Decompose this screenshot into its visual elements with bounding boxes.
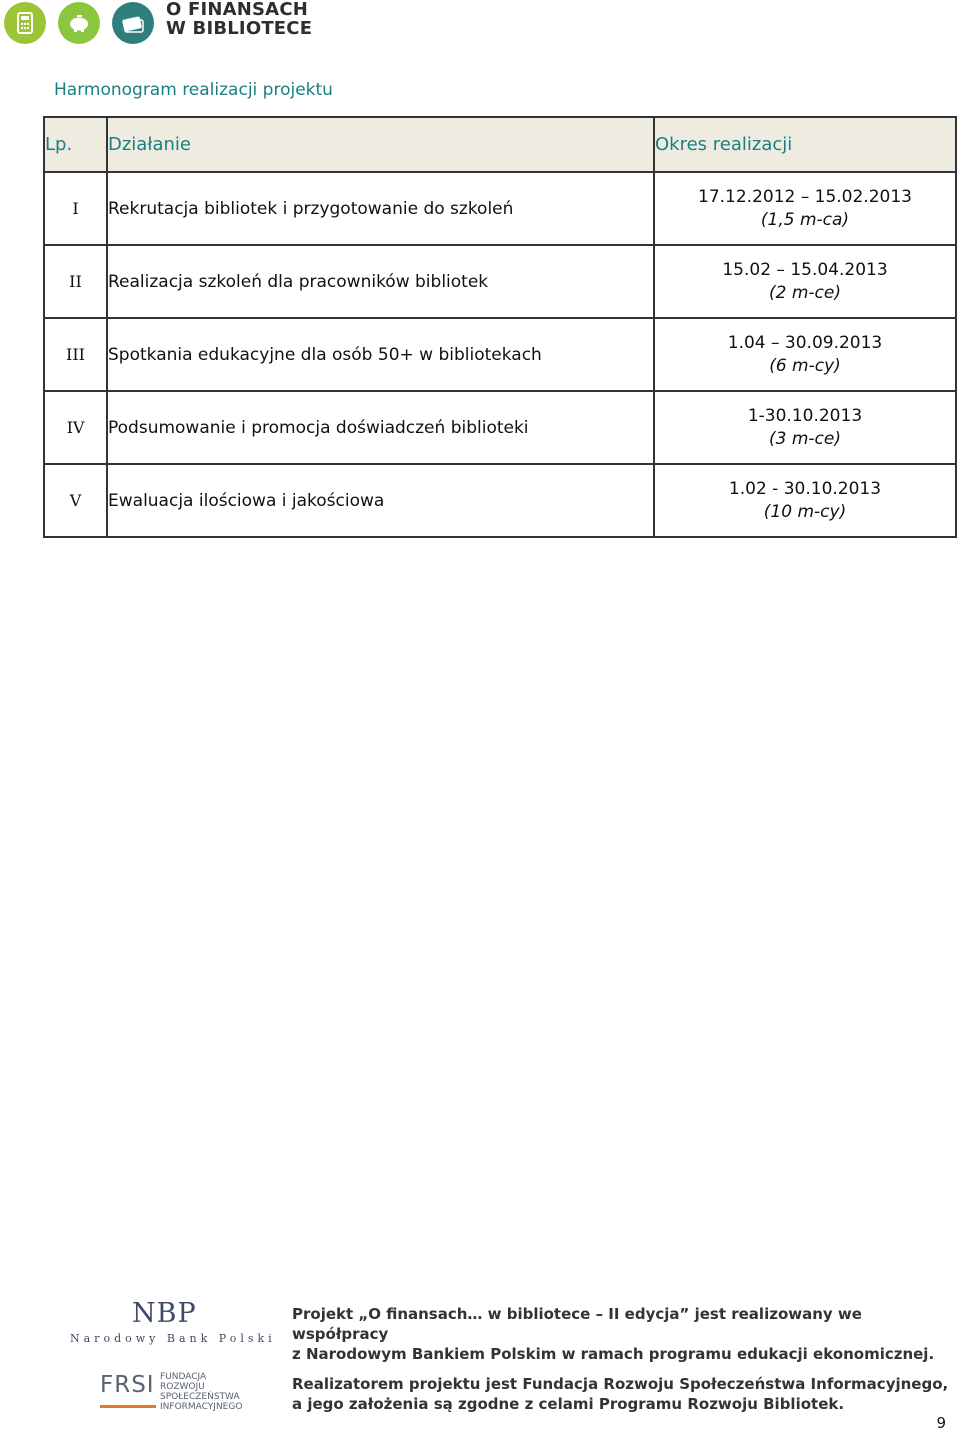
table-row xyxy=(44,391,956,464)
row-duration: (3 m-ce) xyxy=(769,428,841,449)
row-period: 1.04 – 30.09.2013 xyxy=(727,332,883,353)
row-period-cell xyxy=(654,318,956,391)
row-action: Realizacja szkoleń dla pracowników bibliotek xyxy=(107,245,654,318)
row-duration: (2 m-ce) xyxy=(769,282,841,303)
header-period: Okres realizacji xyxy=(654,117,956,172)
schedule-table xyxy=(43,116,957,538)
frsi-accent-bar xyxy=(100,1405,156,1408)
frsi-abbr: FRSI xyxy=(100,1372,155,1398)
nbp-abbr: NBP xyxy=(132,1298,197,1329)
logo-line-1: O FINANSACH xyxy=(166,0,308,20)
row-period: 15.02 – 15.04.2013 xyxy=(722,259,888,280)
row-period: 1-30.10.2013 xyxy=(747,405,863,426)
footer-text-line: Realizatorem projektu jest Fundacja Rozwoju Społeczeństwa Informacyjnego, xyxy=(292,1375,949,1393)
table-row xyxy=(44,318,956,391)
table-row xyxy=(44,245,956,318)
row-duration: (1,5 m-ca) xyxy=(760,209,850,230)
row-period-cell xyxy=(654,172,956,245)
row-lp: V xyxy=(44,464,107,537)
logo-wordmark xyxy=(166,0,312,38)
cards-icon xyxy=(112,2,154,44)
row-lp: I xyxy=(44,172,107,245)
piggy-bank-icon xyxy=(58,2,100,44)
footer-cooperation-text xyxy=(292,1304,960,1364)
row-lp: III xyxy=(44,318,107,391)
table-row xyxy=(44,464,956,537)
header-lp: Lp. xyxy=(44,117,107,172)
section-title: Harmonogram realizacji projektu xyxy=(54,80,333,100)
row-action: Spotkania edukacyjne dla osób 50+ w bibliotekach xyxy=(107,318,654,391)
row-duration: (6 m-cy) xyxy=(769,355,841,376)
row-period: 17.12.2012 – 15.02.2013 xyxy=(698,186,912,207)
frsi-name: FUNDACJA ROZWOJU SPOŁECZEŃSTWA INFORMACYJNEGO xyxy=(160,1372,243,1412)
footer-text-line: Projekt „O finansach… w bibliotece – II edycja” jest realizowany we współpracy xyxy=(292,1305,862,1343)
logo-line-2: W BIBLIOTECE xyxy=(166,18,313,39)
table-header-row xyxy=(44,117,956,172)
row-action: Podsumowanie i promocja doświadczeń biblioteki xyxy=(107,391,654,464)
row-lp: IV xyxy=(44,391,107,464)
row-action: Ewaluacja ilościowa i jakościowa xyxy=(107,464,654,537)
nbp-logo xyxy=(70,1298,276,1348)
footer-text-line: a jego założenia są zgodne z celami Programu Rozwoju Bibliotek. xyxy=(292,1395,845,1413)
row-period-cell xyxy=(654,464,956,537)
program-logo xyxy=(2,0,332,46)
frsi-logo xyxy=(100,1372,250,1422)
nbp-name: Narodowy Bank Polski xyxy=(70,1332,276,1345)
row-lp: II xyxy=(44,245,107,318)
page-number: 9 xyxy=(936,1414,946,1432)
row-period-cell xyxy=(654,391,956,464)
row-action: Rekrutacja bibliotek i przygotowanie do szkoleń xyxy=(107,172,654,245)
table-row xyxy=(44,172,956,245)
header-action: Działanie xyxy=(107,117,654,172)
row-period: 1.02 - 30.10.2013 xyxy=(728,478,882,499)
footer-organizer-text xyxy=(292,1374,948,1414)
page-footer xyxy=(0,1290,960,1432)
row-period-cell xyxy=(654,245,956,318)
footer-text-line: z Narodowym Bankiem Polskim w ramach programu edukacji ekonomicznej. xyxy=(292,1345,935,1363)
calculator-icon xyxy=(4,2,46,44)
row-duration: (10 m-cy) xyxy=(763,501,847,522)
